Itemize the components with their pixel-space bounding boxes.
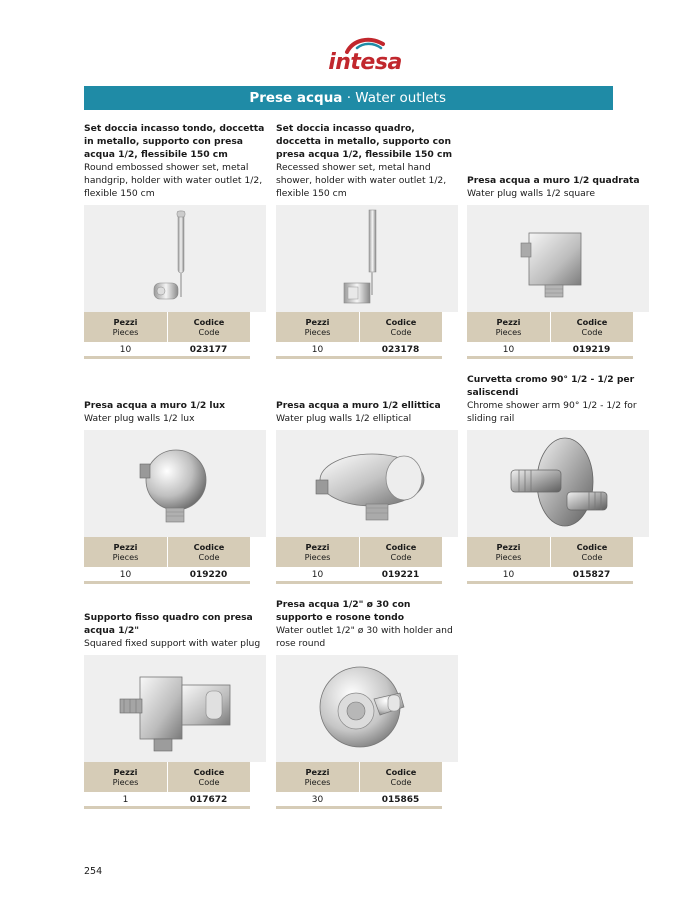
product-card xyxy=(276,595,458,650)
brand-logo xyxy=(325,36,405,80)
code-header: Codice Code xyxy=(359,537,442,567)
product-title-en: Chrome shower arm 90° 1/2 - 1/2 for sliding rail xyxy=(467,400,637,424)
code-header: Codice Code xyxy=(550,312,633,342)
product-description xyxy=(84,122,266,200)
product-image xyxy=(84,655,266,762)
product-title-en: Round embossed shower set, metal handgrip, holder with water outlet 1/2, flexible 150 cm xyxy=(84,162,263,199)
product-description xyxy=(84,399,266,425)
product-image xyxy=(276,655,458,762)
pieces-header: Pezzi Pieces xyxy=(112,542,139,562)
pieces-header: Pezzi Pieces xyxy=(112,317,139,337)
spec-table xyxy=(276,762,442,809)
round-shower-set-icon xyxy=(84,205,266,312)
product-code: 019219 xyxy=(572,345,611,355)
square-shower-set-icon xyxy=(276,205,458,312)
product-card xyxy=(84,120,266,200)
product-code: 019220 xyxy=(189,570,228,580)
elliptical-water-plug-icon xyxy=(276,430,458,537)
pieces-value: 10 xyxy=(119,570,132,580)
code-header: Codice Code xyxy=(167,762,250,792)
spec-header xyxy=(467,312,633,342)
product-title-en: Squared fixed support with water plug xyxy=(84,638,261,649)
spec-values xyxy=(276,567,442,584)
product-code: 023177 xyxy=(189,345,228,355)
product-description xyxy=(467,174,649,200)
pieces-value: 10 xyxy=(502,345,515,355)
round-water-plug-icon xyxy=(84,430,266,537)
pieces-value: 10 xyxy=(311,570,324,580)
pieces-header: Pezzi Pieces xyxy=(304,542,331,562)
code-header: Codice Code xyxy=(359,312,442,342)
spec-table xyxy=(84,537,250,584)
spec-table xyxy=(467,537,633,584)
product-description xyxy=(276,122,458,200)
spec-values xyxy=(467,342,633,359)
banner-title-it: Prese acqua xyxy=(249,90,343,106)
page-number: 254 xyxy=(84,866,103,877)
code-header: Codice Code xyxy=(167,312,250,342)
product-card xyxy=(276,370,458,425)
product-title-it: Presa acqua a muro 1/2 lux xyxy=(84,400,226,411)
square-water-plug-icon xyxy=(467,205,649,312)
square-fixed-support-icon xyxy=(84,655,266,762)
product-title-it: Presa acqua a muro 1/2 quadrata xyxy=(467,175,640,186)
spec-values xyxy=(84,792,250,809)
pieces-header: Pezzi Pieces xyxy=(495,317,522,337)
brand-name: intesa xyxy=(328,50,402,75)
banner-separator: · xyxy=(342,90,356,106)
product-title-it: Set doccia incasso quadro, doccetta in metallo, supporto con presa acqua 1/2, flessibile 150 cm xyxy=(276,123,453,160)
pieces-header: Pezzi Pieces xyxy=(304,767,331,787)
product-card xyxy=(467,370,649,425)
chrome-elbow-icon xyxy=(467,430,649,537)
spec-table xyxy=(467,312,633,359)
spec-table xyxy=(84,312,250,359)
product-code: 015827 xyxy=(572,570,611,580)
pieces-header: Pezzi Pieces xyxy=(112,767,139,787)
spec-header xyxy=(276,537,442,567)
product-image xyxy=(467,430,649,537)
product-code: 019221 xyxy=(381,570,420,580)
pieces-value: 30 xyxy=(311,795,324,805)
spec-values xyxy=(84,567,250,584)
spec-table xyxy=(84,762,250,809)
spec-values xyxy=(276,792,442,809)
code-header: Codice Code xyxy=(550,537,633,567)
spec-header xyxy=(276,762,442,792)
product-title-en: Water plug walls 1/2 elliptical xyxy=(276,413,412,424)
spec-values xyxy=(467,567,633,584)
pieces-value: 1 xyxy=(122,795,129,805)
spec-values xyxy=(84,342,250,359)
product-title-it: Presa acqua a muro 1/2 ellittica xyxy=(276,400,441,411)
spec-table xyxy=(276,312,442,359)
product-image xyxy=(84,205,266,312)
product-code: 017672 xyxy=(189,795,228,805)
product-title-it: Curvetta cromo 90° 1/2 - 1/2 per saliscendi xyxy=(467,374,635,398)
pieces-header: Pezzi Pieces xyxy=(495,542,522,562)
product-description xyxy=(467,373,649,425)
spec-header xyxy=(276,312,442,342)
product-image xyxy=(276,430,458,537)
banner-title-en: Water outlets xyxy=(355,90,446,106)
product-code: 023178 xyxy=(381,345,420,355)
pieces-value: 10 xyxy=(502,570,515,580)
product-card xyxy=(84,370,266,425)
pieces-value: 10 xyxy=(119,345,132,355)
product-description xyxy=(84,611,266,650)
section-banner xyxy=(84,86,613,110)
spec-table xyxy=(276,537,442,584)
product-title-en: Water plug walls 1/2 square xyxy=(467,188,596,199)
product-card xyxy=(276,120,458,200)
product-code: 015865 xyxy=(381,795,420,805)
spec-header xyxy=(84,762,250,792)
round-outlet-holder-icon xyxy=(276,655,458,762)
product-title-it: Set doccia incasso tondo, doccetta in metallo, supporto con presa acqua 1/2, flessibile 150 cm xyxy=(84,123,265,160)
product-image xyxy=(276,205,458,312)
product-title-en: Water outlet 1/2" ø 30 with holder and rose round xyxy=(276,625,453,649)
spec-values xyxy=(276,342,442,359)
product-image xyxy=(84,430,266,537)
spec-header xyxy=(467,537,633,567)
product-card xyxy=(84,595,266,650)
product-description xyxy=(276,399,458,425)
product-title-it: Supporto fisso quadro con presa acqua 1/2" xyxy=(84,612,253,636)
product-description xyxy=(276,598,458,650)
spec-header xyxy=(84,537,250,567)
pieces-value: 10 xyxy=(311,345,324,355)
code-header: Codice Code xyxy=(359,762,442,792)
product-title-en: Water plug walls 1/2 lux xyxy=(84,413,195,424)
pieces-header: Pezzi Pieces xyxy=(304,317,331,337)
product-card xyxy=(467,120,649,200)
product-title-en: Recessed shower set, metal hand shower, holder with water outlet 1/2, flexible 150 cm xyxy=(276,162,447,199)
code-header: Codice Code xyxy=(167,537,250,567)
product-title-it: Presa acqua 1/2" ø 30 con supporto e rosone tondo xyxy=(276,599,411,623)
spec-header xyxy=(84,312,250,342)
product-image xyxy=(467,205,649,312)
